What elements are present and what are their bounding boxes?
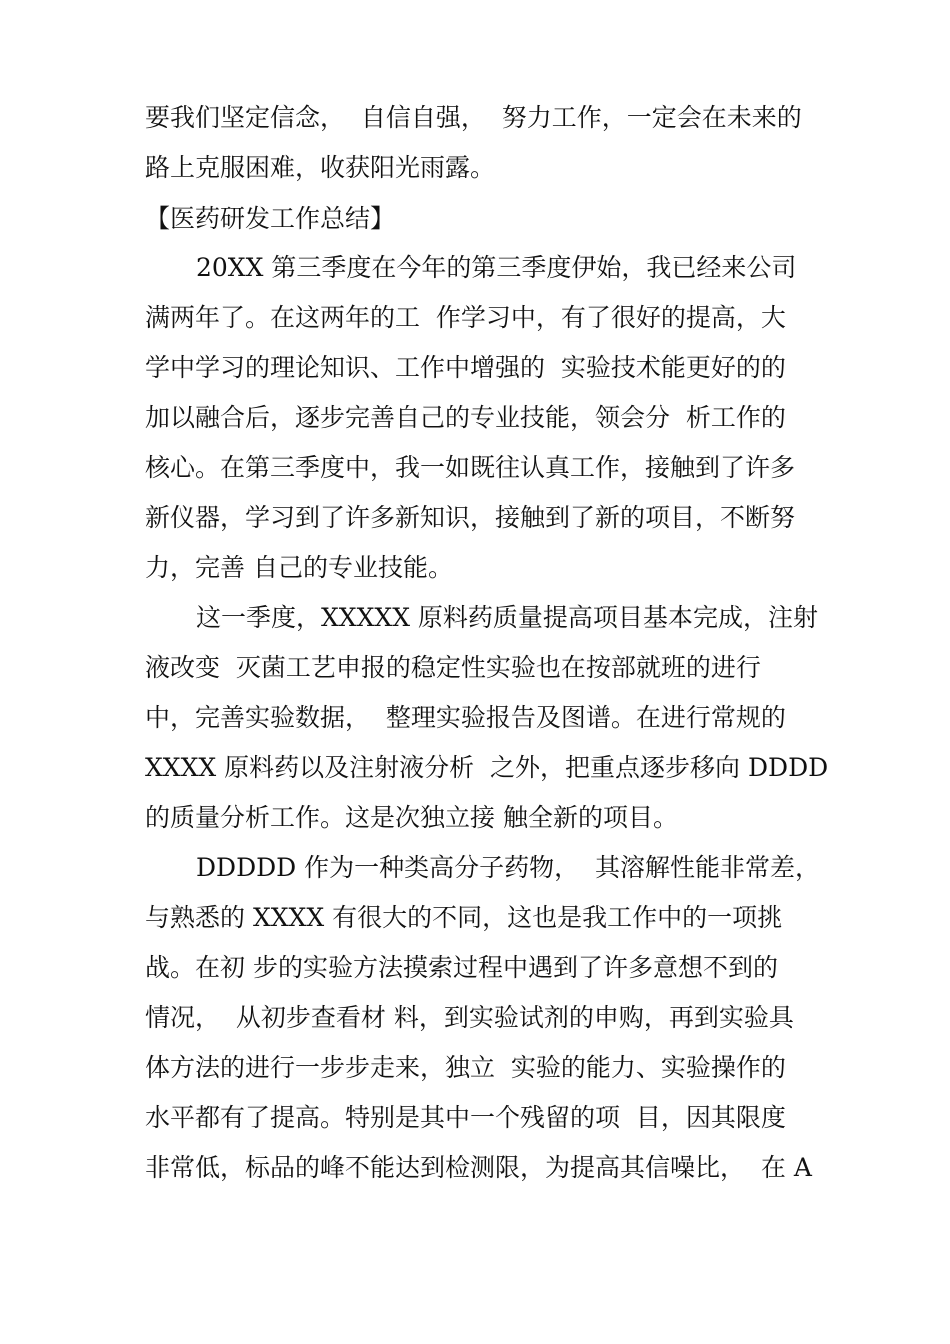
text-line: 力，完善 自己的专业技能。 (145, 553, 453, 582)
text-line: 战。在初 步的实验方法摸索过程中遇到了许多意想不到的 (145, 953, 778, 982)
paragraph-first-line: 20XX 第三季度在今年的第三季度伊始，我已经来公司 (196, 253, 797, 282)
text-line: 中，完善实验数据， 整理实验报告及图谱。在进行常规的 (145, 703, 786, 732)
text-line: 非常低，标品的峰不能达到检测限，为提高其信噪比， 在 A (145, 1153, 812, 1182)
text-line: 的质量分析工作。这是次独立接 触全新的项目。 (145, 803, 678, 832)
text-line: 要我们坚定信念， 自信自强， 努力工作，一定会在未来的 (145, 103, 802, 132)
text-line: 学中学习的理论知识、工作中增强的 实验技术能更好的的 (145, 353, 786, 382)
text-line: 满两年了。在这两年的工 作学习中，有了很好的提高，大 (145, 303, 786, 332)
text-line: 与熟悉的 XXXX 有很大的不同，这也是我工作中的一项挑 (145, 903, 783, 932)
text-line: XXXX 原料药以及注射液分析 之外，把重点逐步移向 DDDD (145, 753, 829, 782)
text-line: 加以融合后，逐步完善自己的专业技能，领会分 析工作的 (145, 403, 786, 432)
paragraph-first-line: DDDDD 作为一种类高分子药物， 其溶解性能非常差， (196, 853, 821, 882)
text-line: 情况， 从初步查看材 料，到实验试剂的申购，再到实验具 (145, 1003, 794, 1032)
paragraph-first-line: 这一季度，XXXXX 原料药质量提高项目基本完成，注射 (196, 603, 818, 632)
text-line: 液改变 灭菌工艺申报的稳定性实验也在按部就班的进行 (145, 653, 761, 682)
text-line: 水平都有了提高。特别是其中一个残留的项 目，因其限度 (145, 1103, 786, 1132)
section-heading: 【医药研发工作总结】 (145, 204, 396, 233)
text-line: 体方法的进行一步步走来，独立 实验的能力、实验操作的 (145, 1053, 786, 1082)
text-line: 核心。在第三季度中，我一如既往认真工作，接触到了许多 (145, 453, 796, 482)
text-line: 路上克服困难，收获阳光雨露。 (145, 153, 496, 182)
text-line: 新仪器，学习到了许多新知识，接触到了新的项目，不断努 (145, 503, 796, 532)
